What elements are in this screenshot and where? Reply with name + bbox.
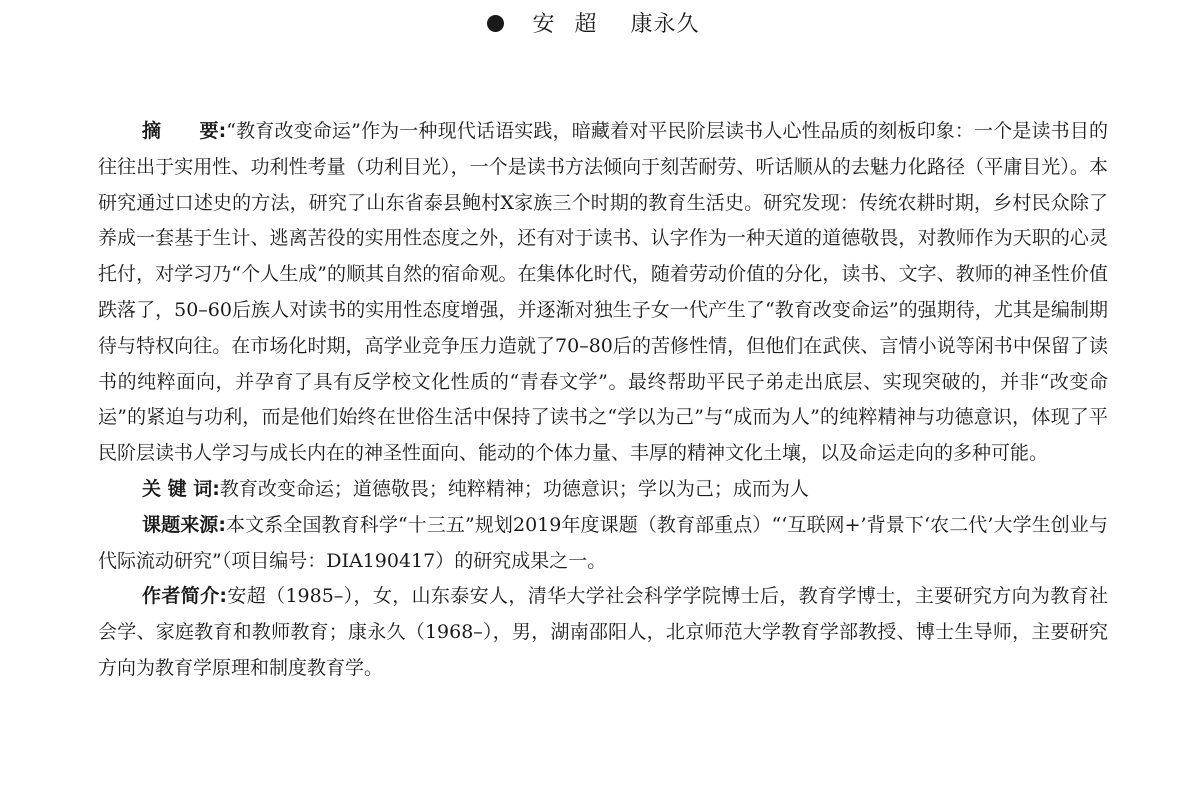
author-bio-label: 作者简介: [142, 585, 228, 608]
funding-paragraph [98, 508, 1108, 580]
funding-text: 本文系全国教育科学“十三五”规划2019年度课题（教育部重点）“‘互联网+’背景下‘农二代’大学生创业与代际流动研究”（项目编号：DIA190417）的研究成果之一。 [98, 513, 1108, 572]
abstract-paragraph [98, 114, 1108, 472]
author-bio-text: 安超（1985–），女，山东泰安人，清华大学社会科学学院博士后，教育学博士，主要研究方向为教育社会学、家庭教育和教师教育；康永久（1968–），男，湖南邵阳人，北京师范大学教育学部教授、博士生导师，主要研究方向为教育学原理和制度教育学。 [98, 585, 1108, 679]
author-name-1: 安超 [532, 12, 617, 37]
abstract-text: “教育改变命运”作为一种现代话语实践，暗藏着对平民阶层读书人心性品质的刻板印象：一个是读书目的往往出于实用性、功利性考量（功利目光），一个是读书方法倾向于刻苦耐劳、听话顺从的去魅力化路径（平庸目光）。本研究通过口述史的方法，研究了山东省泰县鲍村X家族三个时期的教育生活史。研究发现：传统农耕时期，乡村民众除了养成一套基于生计、逃离苦役的实用性态度之外，还有对于读书、认字作为一种天道的道德敬畏，对教师作为天职的心灵托付，对学习乃“个人生成”的顺其自然的宿命观。在集体化时代，随着劳动价值的分化，读书、文字、教师的神圣性价值跌落了，50–60后族人对读书的实用性态度增强，并逐渐对独生子女一代产生了“教育改变命运”的强期待，尤其是编制期待与特权向往。在市场化时期，高学业竞争压力造就了70–80后的苦修性情，但他们在武侠、言情小说等闲书中保留了读书的纯粹面向，并孕育了具有反学校文化性质的“青春文学”。最终帮助平民子弟走出底层、实现突破的，并非“改变命运”的紧迫与功利，而是他们始终在世俗生活中保持了读书之“学以为己”与“成而为人”的纯粹精神与功德意识，体现了平民阶层读书人学习与成长内在的神圣性面向、能动的个体力量、丰厚的精神文化土壤，以及命运走向的多种可能。 [98, 120, 1108, 465]
author-line [0, 8, 1187, 42]
funding-label: 课题来源: [142, 513, 226, 536]
keywords-text: 教育改变命运；道德敬畏；纯粹精神；功德意识；学以为己；成而为人 [219, 477, 809, 500]
bullet-icon [487, 15, 504, 32]
abstract-label: 摘 要: [142, 120, 227, 142]
author-bio-paragraph [98, 579, 1108, 686]
keywords-label: 关 键 词: [142, 477, 220, 500]
keywords-paragraph [98, 472, 1108, 508]
author-name-2: 康永久 [630, 12, 700, 37]
article-front-matter [98, 114, 1108, 687]
